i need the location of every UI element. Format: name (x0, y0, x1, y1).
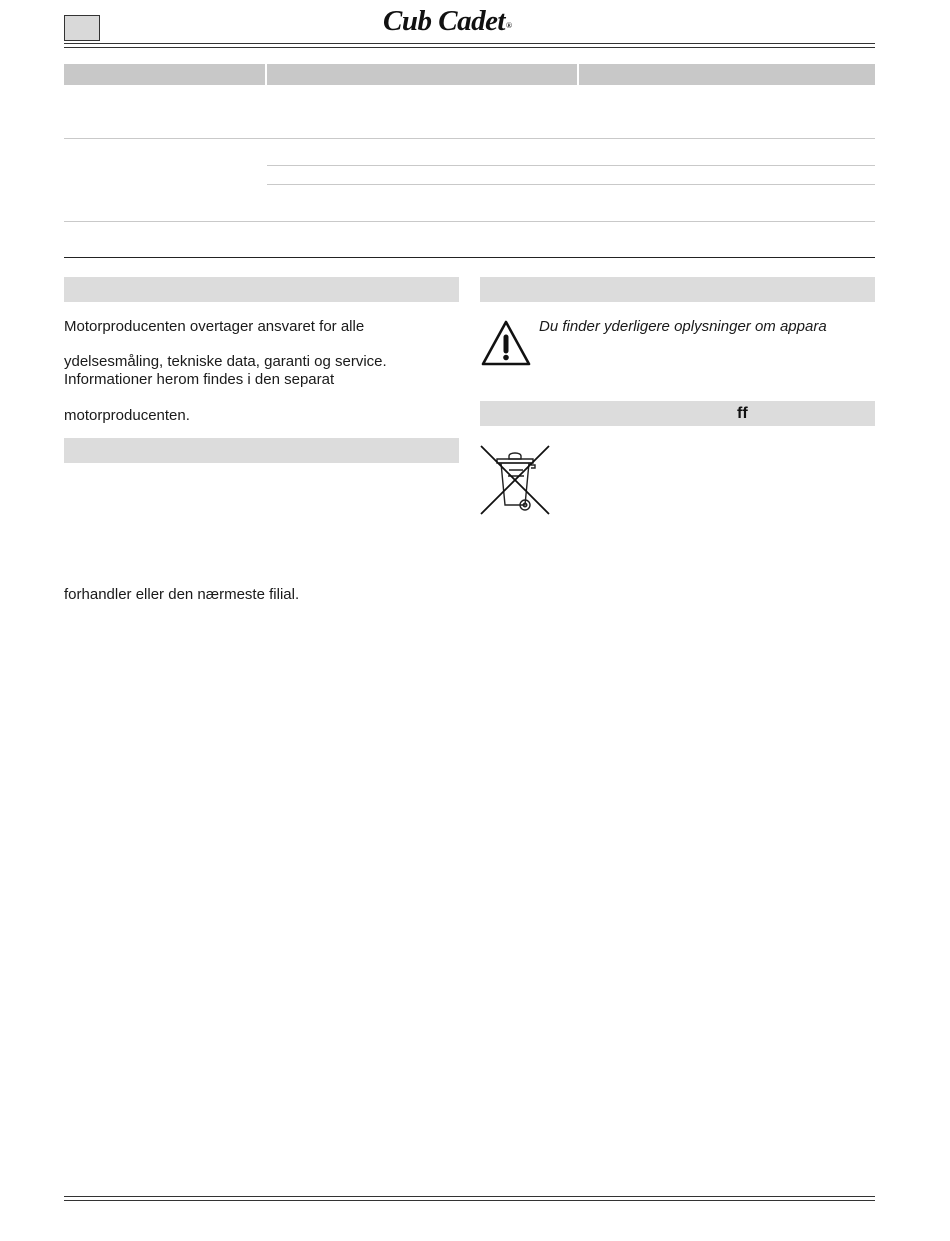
brand-name: Cub Cadet (383, 5, 505, 37)
brand-registered-mark: ® (506, 21, 512, 30)
engine-section-bar (64, 277, 459, 302)
engine-text-line-1: Motorproducenten overtager ansvaret for alle (64, 318, 365, 335)
header-rule-thin (64, 47, 875, 48)
warning-section-bar (480, 277, 875, 302)
crossed-out-wheelie-bin-icon (479, 443, 551, 517)
table-bottom-rule (64, 257, 875, 258)
footer-rule-thin (64, 1200, 875, 1201)
service-text-line-1: forhandler eller den nærmeste filial. (64, 586, 300, 603)
service-section-bar (64, 438, 459, 463)
header-rule-thick (64, 43, 875, 44)
page-number-box (64, 15, 100, 41)
brand-logo (383, 2, 573, 40)
disposal-section-bar (480, 401, 875, 426)
warning-triangle-icon (480, 318, 532, 368)
engine-text-line-4: motorproducenten. (64, 407, 190, 424)
warning-text: Du finder yderligere oplysninger om appara (539, 318, 827, 335)
table-row-divider (267, 165, 875, 166)
table-header-cell-2 (267, 64, 577, 85)
table-row-divider (64, 221, 875, 222)
engine-text-line-3: Informationer herom findes i den separat (64, 371, 335, 388)
disposal-bar-fragment: ff (737, 405, 748, 422)
table-header-cell-1 (64, 64, 265, 85)
table-row-divider (64, 138, 875, 139)
table-header-cell-3 (579, 64, 875, 85)
footer-rule-thick (64, 1196, 875, 1197)
table-row-divider (267, 184, 875, 185)
engine-text-line-2: ydelsesmåling, tekniske data, garanti og service. (64, 353, 387, 370)
